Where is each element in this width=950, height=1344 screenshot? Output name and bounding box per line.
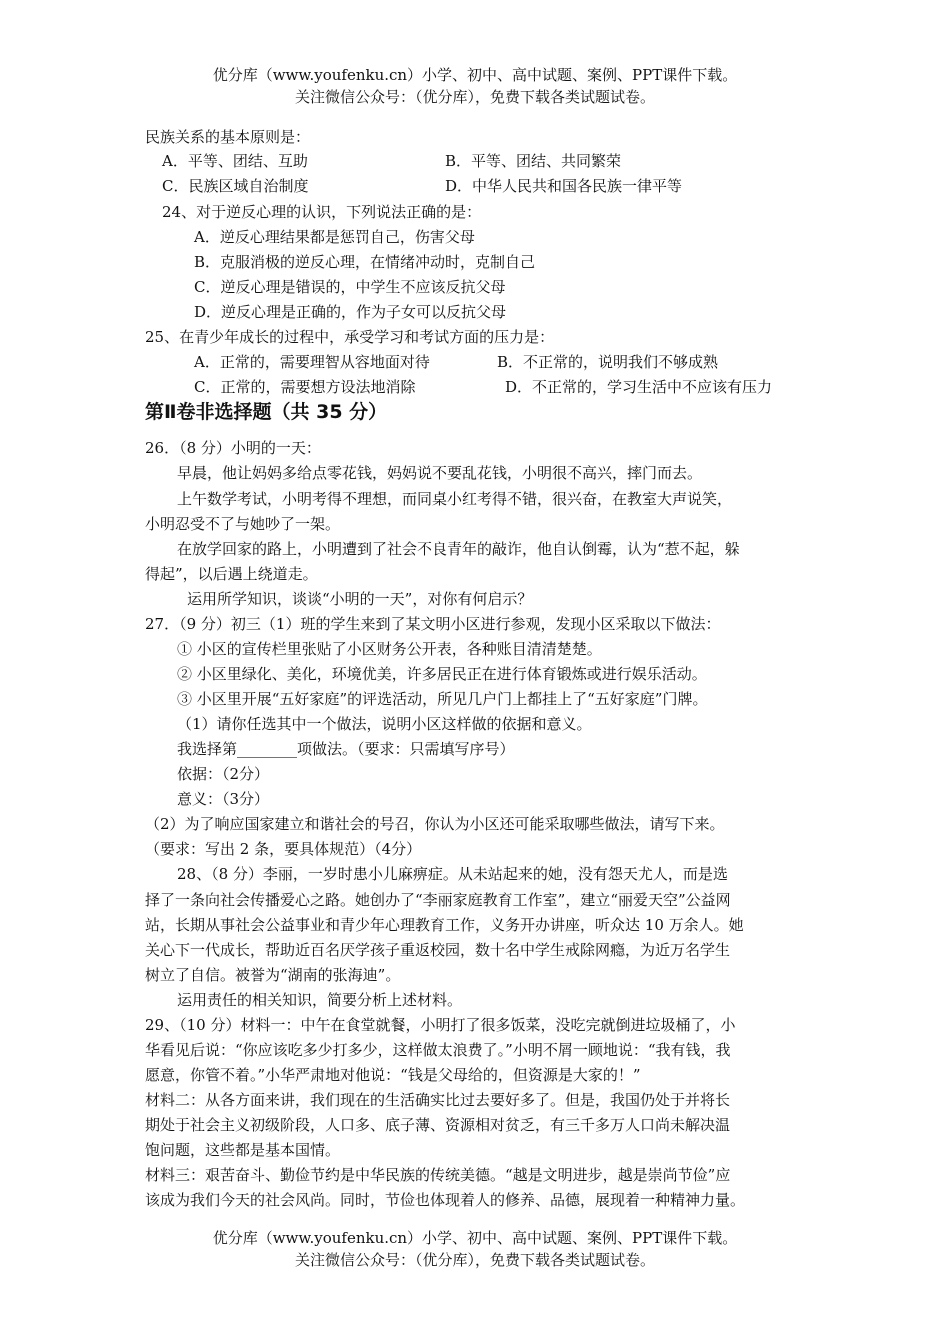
q24-option-a: A．逆反心理结果都是惩罚自己，伤害父母 (194, 228, 475, 246)
section-title: 第Ⅱ卷非选择题（共 35 分） (145, 401, 388, 423)
q29-line-7: 材料三：艰苦奋斗、勤俭节约是中华民族的传统美德。“越是文明进步，越是崇尚节俭”应 (145, 1166, 731, 1184)
q25-stem: 25、在青少年成长的过程中，承受学习和考试方面的压力是： (145, 328, 555, 346)
q25-option-d: D．不正常的，学习生活中不应该有压力 (505, 378, 773, 396)
header-line-2: 关注微信公众号：（优分库），免费下载各类试题试卷。 (294, 88, 655, 106)
q27-line-8: 意义：（3分） (177, 790, 270, 808)
q23-option-d: D．中华人民共和国各民族一律平等 (445, 177, 683, 195)
q29-line-6: 饱问题，这些都是基本国情。 (145, 1141, 341, 1159)
q24-option-b: B．克服消极的逆反心理，在情绪冲动时，克制自己 (194, 253, 536, 271)
q29-line-8: 该成为我们今天的社会风尚。同时，节俭也体现着人的修养、品德，展现着一种精神力量。 (145, 1191, 746, 1209)
q26-line-4: 小明忍受不了与她吵了一架。 (145, 515, 341, 533)
header-line-1: 优分库（www.youfenku.cn）小学、初中、高中试题、案例、PPT课件下载。 (212, 66, 738, 84)
q26-line-1: 26．（8 分）小明的一天： (145, 439, 321, 457)
q28-line-3: 站，长期从事社会公益事业和青少年心理教育工作，义务开办讲座，听众达 10 万余人。她 (145, 916, 744, 934)
q27-line-3: ② 小区里绿化、美化，环境优美，许多居民正在进行体育锻炼或进行娱乐活动。 (177, 665, 707, 683)
q29-line-2: 华看见后说：“你应该吃多少打多少，这样做太浪费了。”小明不屑一顾地说：“我有钱，我 (145, 1041, 731, 1059)
q24-stem: 24、对于逆反心理的认识，下列说法正确的是： (162, 203, 482, 221)
q28-line-6: 运用责任的相关知识，简要分析上述材料。 (177, 991, 463, 1009)
q29-line-3: 愿意，你管不着。”小华严肃地对他说：“钱是父母给的，但资源是大家的！” (145, 1066, 641, 1084)
q28-line-5: 树立了自信。被誉为“湖南的张海迪”。 (145, 966, 401, 984)
q27-line-7: 依据：（2分） (177, 765, 270, 783)
q23-stem: 民族关系的基本原则是： (145, 128, 311, 146)
q24-option-d: D．逆反心理是正确的，作为子女可以反抗父母 (194, 303, 507, 321)
q26-line-2: 早晨，他让妈妈多给点零花钱，妈妈说不要乱花钱，小明很不高兴，摔门而去。 (177, 464, 703, 482)
q27-line-4: ③ 小区里开展“五好家庭”的评选活动，所见几户门上都挂上了“五好家庭”门牌。 (177, 690, 708, 708)
q26-line-6: 得起”，以后遇上绕道走。 (145, 565, 318, 583)
q26-line-5: 在放学回家的路上，小明遭到了社会不良青年的敲诈，他自认倒霉，认为“惹不起，躲 (177, 540, 740, 558)
q27-line-5: （1）请你任选其中一个做法，说明小区这样做的依据和意义。 (177, 715, 592, 733)
q23-option-c: C．民族区域自治制度 (162, 177, 309, 195)
q24-option-c: C．逆反心理是错误的，中学生不应该反抗父母 (194, 278, 506, 296)
q25-option-a: A．正常的，需要理智从容地面对待 (194, 353, 430, 371)
q27-line-6: 我选择第________项做法。（要求：只需填写序号） (177, 740, 515, 758)
q25-option-b: B．不正常的，说明我们不够成熟 (497, 353, 719, 371)
q26-line-7: 运用所学知识，谈谈“小明的一天”，对你有何启示？ (187, 590, 533, 608)
q27-line-1: 27．（9 分）初三（1）班的学生来到了某文明小区进行参观，发现小区采取以下做法： (145, 615, 721, 633)
q23-option-a: A．平等、团结、互助 (162, 152, 308, 170)
q29-line-5: 期处于社会主义初级阶段，人口多、底子薄、资源相对贫乏，有三千多万人口尚未解决温 (145, 1116, 731, 1134)
q28-line-4: 关心下一代成长，帮助近百名厌学孩子重返校园，数十名中学生戒除网瘾，为近万名学生 (145, 941, 731, 959)
q29-line-1: 29、（10 分）材料一：中午在食堂就餐，小明打了很多饭菜，没吃完就倒进垃圾桶了，小 (145, 1016, 736, 1034)
q23-option-b: B．平等、团结、共同繁荣 (445, 152, 622, 170)
q26-line-3: 上午数学考试，小明考得不理想，而同桌小红考得不错，很兴奋，在教室大声说笑， (177, 490, 733, 508)
q29-line-4: 材料二：从各方面来讲，我们现在的生活确实比过去要好多了。但是，我国仍处于并将长 (145, 1091, 731, 1109)
q28-line-2: 择了一条向社会传播爱心之路。她创办了“李丽家庭教育工作室”，建立“丽爱天空”公益网 (145, 891, 731, 909)
footer-line-2: 关注微信公众号：（优分库），免费下载各类试题试卷。 (294, 1251, 655, 1269)
page-footer (0, 1227, 950, 1271)
q25-option-c: C．正常的，需要想方设法地消除 (194, 378, 416, 396)
footer-line-1: 优分库（www.youfenku.cn）小学、初中、高中试题、案例、PPT课件下载。 (212, 1229, 738, 1247)
q27-line-2: ① 小区的宣传栏里张贴了小区财务公开表，各种账目清清楚楚。 (177, 640, 602, 658)
q27-line-10: （要求：写出 2 条，要具体规范）（4分） (145, 840, 422, 858)
page-header (0, 64, 950, 108)
q28-line-1: 28、（8 分）李丽，一岁时患小儿麻痹症。从未站起来的她，没有怨天尤人，而是选 (177, 865, 728, 883)
q27-line-9: （2）为了响应国家建立和谐社会的号召，你认为小区还可能采取哪些做法，请写下来。 (145, 815, 725, 833)
